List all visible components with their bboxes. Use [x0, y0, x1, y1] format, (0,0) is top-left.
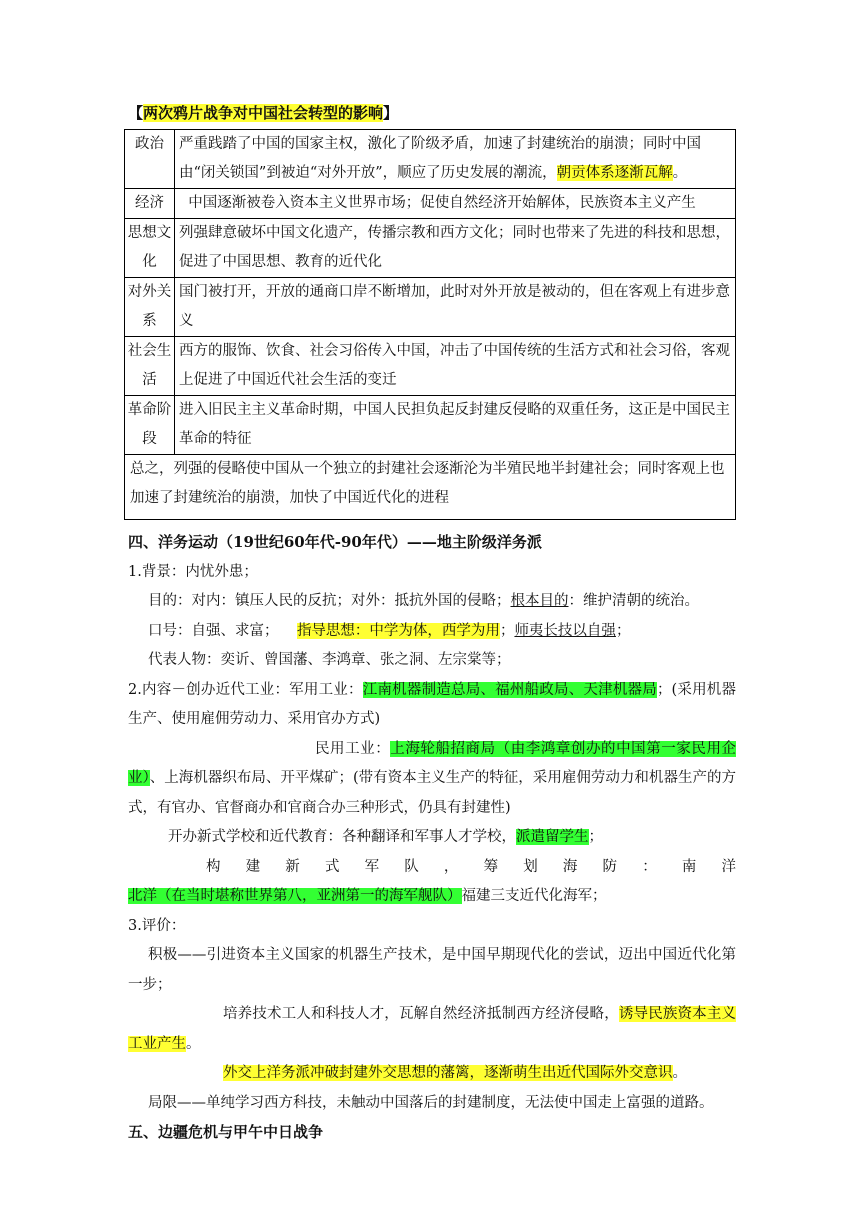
goal-text-end: ：维护清朝的统治。	[568, 593, 699, 609]
slogan-highlight: 指导思想：中学为体，西学为用	[296, 622, 500, 639]
goal-line	[128, 587, 736, 617]
table-summary: 总之，列强的侵略使中国从一个独立的封建社会逐渐沦为半殖民地半封建社会；同时客观上也加速了封建统治的崩溃，加快了中国近代化的进程	[125, 455, 736, 520]
content-text-end: ；(采用机器生产、使用雇佣劳动力、采用官办方式)	[128, 681, 736, 727]
content-highlight: 江南机器制造总局、福州船政局、天津机器局	[362, 681, 657, 698]
slogan-text-end: ；	[615, 622, 631, 639]
table-row	[125, 189, 736, 219]
content-text: 2.内容－创办近代工业：军用工业：	[128, 681, 363, 698]
pos1-text: 积极——引进资本主义国家的机器生产技术，是中国早期现代化的尝试，迈出中国近代化第一步；	[128, 947, 736, 993]
civil-text-end: 、上海机器织布局、开平煤矿；(带有资本主义生产的特征，采用雇佣劳动力和机器生产的方式，有官办、官督商办和官商合办三种形式，仍具有封建性)	[128, 770, 736, 816]
slogan-text: 口号：自强、求富；	[148, 622, 279, 639]
military-line	[128, 853, 736, 912]
row-label: 政治	[125, 130, 175, 189]
mil-highlight: 北洋（在当时堪称世界第八，亚洲第一的海军舰队）	[128, 888, 462, 904]
section-title: 【两次鸦片战争对中国社会转型的影响】	[128, 104, 399, 122]
edu-text: 开办新式学校和近代教育：各种翻译和军事人才学校，	[168, 829, 516, 845]
edu-text-end: ；	[588, 829, 603, 845]
pos2-text-end: 。	[186, 1035, 201, 1052]
slogan-line	[128, 617, 736, 647]
pos2-text: 培养技术工人和科技人才，瓦解自然经济抵制西方经济侵略，	[223, 1006, 619, 1022]
education-line	[128, 823, 736, 853]
section-title-highlight: 两次鸦片战争对中国社会转型的影响	[143, 104, 384, 122]
row-content: 列强肆意破坏中国文化遗产，传播宗教和西方文化；同时也带来了先进的科技和思想，促进了中国思想、教育的近代化	[175, 219, 736, 278]
row-content	[175, 189, 736, 219]
table-row	[125, 278, 736, 337]
row-highlight: 朝贡体系逐渐瓦解	[556, 165, 673, 181]
row-content: 进入旧民主主义革命时期，中国人民担负起反封建反侵略的双重任务，这正是中国民主革命的特征	[175, 396, 736, 455]
pos3-highlight: 外交上洋务派冲破封建外交思想的藩篱，逐渐萌生出近代国际外交意识	[223, 1065, 673, 1081]
pos2-highlight: 诱导民族资本主义工业产生	[128, 1006, 737, 1052]
row-label: 对外关系	[125, 278, 175, 337]
table-row	[125, 396, 736, 455]
section4-body	[128, 528, 736, 1148]
figures-line: 代表人物：奕䜣、曾国藩、李鸿章、张之洞、左宗棠等；	[148, 652, 511, 668]
mil-text-end: 福建三支近代化海军；	[461, 888, 607, 904]
row-content	[175, 130, 736, 189]
positive-line-2	[128, 1000, 736, 1059]
table-row	[125, 219, 736, 278]
positive-line-3	[128, 1059, 736, 1089]
table-summary-row	[125, 455, 736, 520]
section4-heading: 四、洋务运动（19世纪60年代-90年代）——地主阶级洋务派	[128, 533, 542, 551]
civil-industry-line	[128, 735, 736, 824]
slogan-sep: ；	[499, 622, 515, 639]
goal-text: 目的：对内：镇压人民的反抗；对外：抵抗外国的侵略；	[148, 593, 511, 609]
evaluation-line: 3.评价：	[128, 917, 186, 934]
row-label: 思想文化	[125, 219, 175, 278]
civil-text: 民用工业：	[315, 740, 391, 757]
row-text: 严重践踏了中国的国家主权，激化了阶级矛盾，加速了封建统治的崩溃；同时中国由“闭关锁国”到被迫“对外开放”，顺应了历史发展的潮流，	[179, 136, 701, 181]
row-content: 国门被打开，开放的通商口岸不断增加，此时对外开放是被动的，但在客观上有进步意义	[175, 278, 736, 337]
table-row	[125, 337, 736, 396]
civil-highlight: 上海轮船招商局（由李鸿章创办的中国第一家民用企业）	[128, 740, 737, 786]
row-content: 西方的服饰、饮食、社会习俗传入中国，冲击了中国传统的生活方式和社会习俗，客观上促进了中国近代社会生活的变迁	[175, 337, 736, 396]
row-label: 革命阶段	[125, 396, 175, 455]
slogan-underline: 师夷长技以自强	[514, 622, 616, 639]
background-line: 1.背景：内忧外患；	[128, 563, 258, 580]
positive-line-1	[128, 941, 736, 1000]
row-text: 中国逐渐被卷入资本主义世界市场；促使自然经济开始解体，民族资本主义产生	[188, 195, 696, 211]
section5-heading: 五、边疆危机与甲午中日战争	[128, 1123, 324, 1141]
table-row	[125, 130, 736, 189]
row-text-end: 。	[672, 165, 688, 181]
mil-text: 构建新式军队，筹划海防：南洋	[206, 858, 736, 875]
goal-underline: 根本目的	[510, 593, 569, 609]
pos3-text-end: 。	[672, 1065, 687, 1081]
impact-table	[124, 129, 736, 520]
row-label: 经济	[125, 189, 175, 219]
edu-highlight: 派遣留学生	[516, 829, 589, 845]
row-label: 社会生活	[125, 337, 175, 396]
content-line	[128, 676, 736, 735]
limitation-line: 局限——单纯学习西方科技，未触动中国落后的封建制度，无法使中国走上富强的道路。	[148, 1094, 714, 1111]
